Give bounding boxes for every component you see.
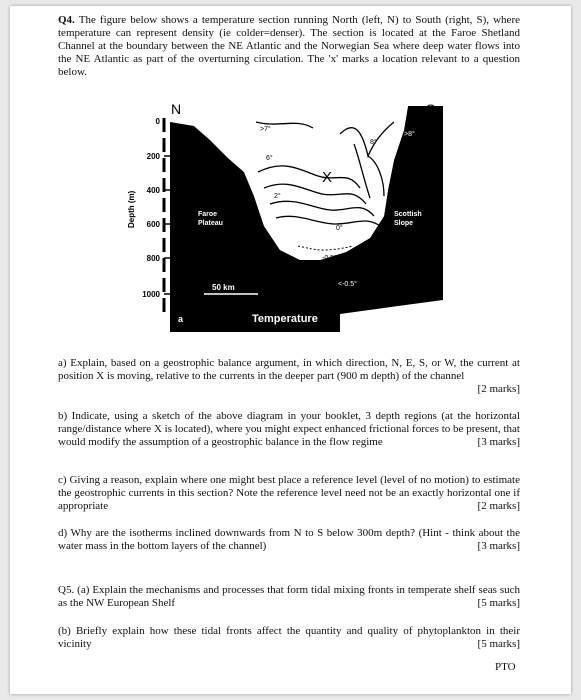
isotherm-label-0: 0°: [336, 225, 343, 232]
depth-tick-1000: 1000: [142, 290, 160, 299]
scottish-slope-label-2: Slope: [394, 220, 414, 227]
isotherm-label-minus05: -0.5°: [322, 255, 337, 262]
isotherm-label-gt7: >7°: [260, 126, 271, 133]
isotherm-label-6: 6°: [266, 155, 273, 162]
isotherm-label-2: 2°: [274, 193, 281, 200]
question-4d-text: d) Why are the isotherms inclined downwards from N to S below 300m depth? (Hint - think about the water mass in the bottom layers of the channel): [58, 527, 520, 552]
depth-tick-200: 200: [146, 152, 160, 161]
question-4a-text: a) Explain, based on a geostrophic balance argument, in which direction, N, E, S, or W, the current at position X is moving, relative to the currents in the deeper part (900 m depth) of the channel: [58, 357, 520, 382]
scottish-slope-label-1: Scottish: [394, 211, 422, 218]
temperature-label: Temperature: [252, 313, 318, 325]
scale-bar-label: 50 km: [212, 283, 235, 292]
question-4-number: Q4.: [58, 14, 75, 26]
question-4b-marks: [3 marks]: [477, 436, 520, 448]
pto-label: PTO: [495, 661, 516, 673]
question-4a: [58, 357, 520, 396]
question-5a-marks: [5 marks]: [477, 597, 520, 609]
question-4b: [58, 410, 520, 449]
question-4c: [58, 474, 520, 513]
question-4d: [58, 527, 520, 553]
question-5a-text: Q5. (a) Explain the mechanisms and processes that form tidal mixing fronts in temperate shelf seas such as the NW European Shelf: [58, 584, 520, 609]
depth-tick-600: 600: [146, 220, 160, 229]
question-5b: [58, 625, 520, 651]
question-4a-marks: [2 marks]: [477, 383, 520, 395]
question-4-intro: [58, 14, 520, 79]
panel-label: a: [178, 314, 184, 324]
question-4b-text: b) Indicate, using a sketch of the above diagram in your booklet, 3 depth regions (at the horizontal range/distance where X is located), where you might expect enhanced frictional forces to be present, that would modify the assumption of a geostrophic balance in the flow regime: [58, 410, 520, 448]
question-4d-marks: [3 marks]: [477, 540, 520, 552]
question-4c-text: c) Giving a reason, explain where one might best place a reference level (level of no motion) to estimate the geostrophic currents in this section? Note the reference level need not be an exactly horizontal one if appropriate: [58, 474, 520, 512]
depth-tick-800: 800: [146, 254, 160, 263]
question-5b-text: (b) Briefly explain how these tidal fronts affect the quantity and quality of phytoplankton in their vicinity: [58, 625, 520, 650]
north-label: N: [171, 101, 182, 117]
question-5b-marks: [5 marks]: [477, 638, 520, 650]
temperature-section-figure: [108, 100, 448, 340]
question-5a: [58, 584, 520, 610]
depth-tick-0: 0: [155, 117, 160, 126]
position-x-marker: X: [322, 169, 333, 186]
figure-svg: [108, 100, 448, 340]
faroe-plateau-label-2: Plateau: [198, 220, 223, 227]
isotherm-label-8: 8°: [370, 139, 377, 146]
depth-tick-400: 400: [146, 186, 160, 195]
question-4c-marks: [2 marks]: [477, 500, 520, 512]
depth-axis-label: Depth (m): [127, 190, 136, 228]
question-4-text: The figure below shows a temperature section running North (left, N) to South (right, S), where temperature can represent density (ie colder=denser). The section is located at the Faroe Shetland Channel at the boundary between the NE Atlantic and the Norwegian Sea where deep water flows into the NE Atlantic as part of the overturning circulation. The 'x' marks a location relevant to a question below.: [58, 14, 520, 78]
isotherm-label-gt8: >8°: [404, 131, 415, 138]
faroe-plateau-label-1: Faroe: [198, 211, 218, 218]
isotherm-label-lt-minus05: <-0.5°: [338, 281, 357, 288]
